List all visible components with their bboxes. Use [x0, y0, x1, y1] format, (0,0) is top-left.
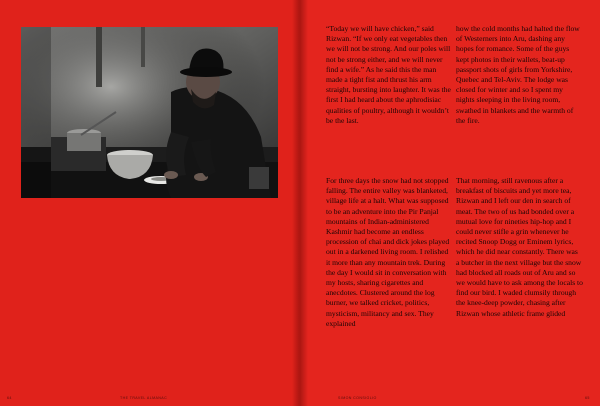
- paragraph: how the cold months had halted the flow of Westerners into Aru, dashing any hopes for romance. Some of the guys kept photos in their wallets, beat-up passport shots of girls from Yorkshire, Quebec and Tel-Aviv. The lodge was closed for winter and so I spent my nights sleeping in the living room, swathed in blankets and the warmth of the fire.: [456, 24, 580, 125]
- text-column-2: [456, 24, 583, 136]
- gutter-shadow: [292, 0, 308, 406]
- right-running-name: SIMON CONSIGLIO: [338, 396, 377, 400]
- paragraph: “Today we will have chicken,” said Rizwan. “If we only eat vegetables then we will not be strong. And our poles will not be strong either, and we will never find a wife.” As he said this the man made a tight fist and thrust his arm straight, bursting into laughter. It was the first I had heard about the aphrodisiac qualities of poultry, although it wouldn’t be the last.: [326, 24, 451, 125]
- right-page-number: 65: [585, 396, 590, 400]
- left-page-number: 64: [7, 396, 12, 400]
- text-column-3: [326, 176, 453, 339]
- photo-man-cooking: [21, 27, 278, 198]
- text-column-1: [326, 24, 453, 136]
- left-running-title: THE TRAVEL ALMANAC: [120, 396, 168, 400]
- paragraph: That morning, still ravenous after a breakfast of biscuits and yet more tea, Rizwan and I left our den in search of meat. The two of us had bonded over a mutual love for nineties hip-hop and I could never stifle a grin whenever he recited Snoop Dogg or Eminem lyrics, which he did near constantly. There was a butcher in the next village but the snow had blocked all roads out of Aru and so we would have to ask among the locals to find our bird. I waded clumsily through the knee-deep powder, chasing after Rizwan whose athletic frame glided: [456, 176, 583, 318]
- paragraph: For three days the snow had not stopped falling. The entire valley was blanketed, village life at a halt. What was supposed to be an adventure into the Pir Panjal mountains of Indian-administered Kashmir had become an endless procession of chai and dick jokes played out in a darkened living room. I relished it more than any mountain trek. During the day I would sit in conversation with my hosts, sharing cigarettes and anecdotes. Clustered around the log burner, we talked cricket, politics, mysticism, militancy and sex. They explained: [326, 176, 450, 328]
- photo-man-in-fedora-cooking-icon: [21, 27, 278, 198]
- text-column-4: [456, 176, 583, 329]
